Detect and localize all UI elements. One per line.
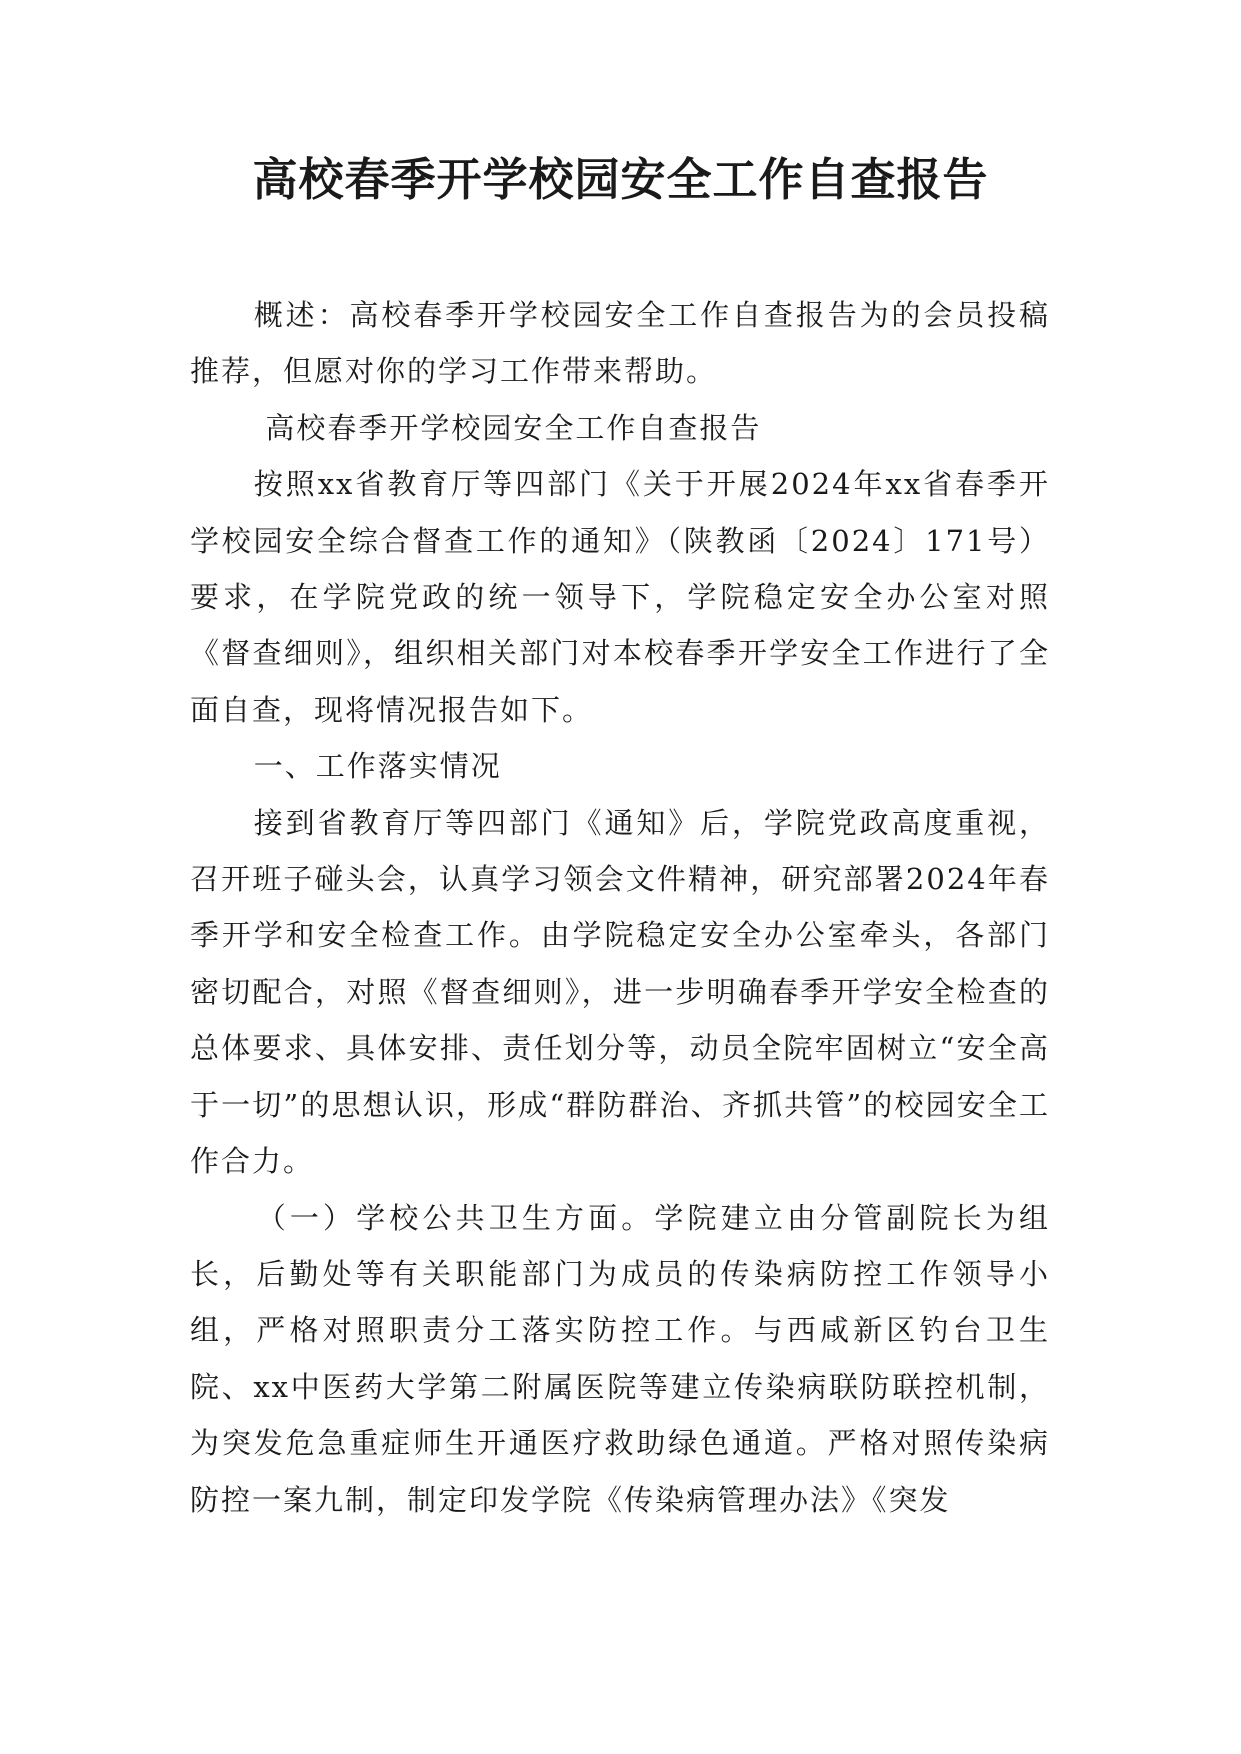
intro-paragraph: 按照xx省教育厅等四部门《关于开展2024年xx省春季开学校园安全综合督查工作的通知》（陕教函〔2024〕171号）要求，在学院党政的统一领导下，学院稳定安全办公室对照《督查细则》，组织相关部门对本校春季开学安全工作进行了全面自查，现将情况报告如下。 xyxy=(190,467,1050,727)
summary-paragraph: 概述：高校春季开学校园安全工作自查报告为的会员投稿推荐，但愿对你的学习工作带来帮助。 xyxy=(190,298,1050,389)
document-title: 高校春季开学校园安全工作自查报告 xyxy=(252,153,989,206)
report-subtitle: 高校春季开学校园安全工作自查报告 xyxy=(265,410,762,445)
section-heading: 一、工作落实情况 xyxy=(253,749,502,784)
public-health-paragraph: （一）学校公共卫生方面。学院建立由分管副院长为组长，后勤处等有关职能部门为成员的传染病防控工作领导小组，严格对照职责分工落实防控工作。与西咸新区钓台卫生院、xx中医药大学第二附属医院等建立传染病联防联控机制，为突发危急重症师生开通医疗救助绿色通道。严格对照传染病防控一案九制，制定印发学院《传染病管理办法》《突发 xyxy=(190,1200,1050,1517)
implementation-paragraph: 接到省教育厅等四部门《通知》后，学院党政高度重视，召开班子碰头会，认真学习领会文件精神，研究部署2024年春季开学和安全检查工作。由学院稳定安全办公室牵头，各部门密切配合，对照《督查细则》，进一步明确春季开学安全检查的总体要求、具体安排、责任划分等，动员全院牢固树立“安全高于一切”的思想认识，形成“群防群治、齐抓共管”的校园安全工作合力。 xyxy=(190,805,1050,1179)
document-body xyxy=(190,287,1050,1528)
